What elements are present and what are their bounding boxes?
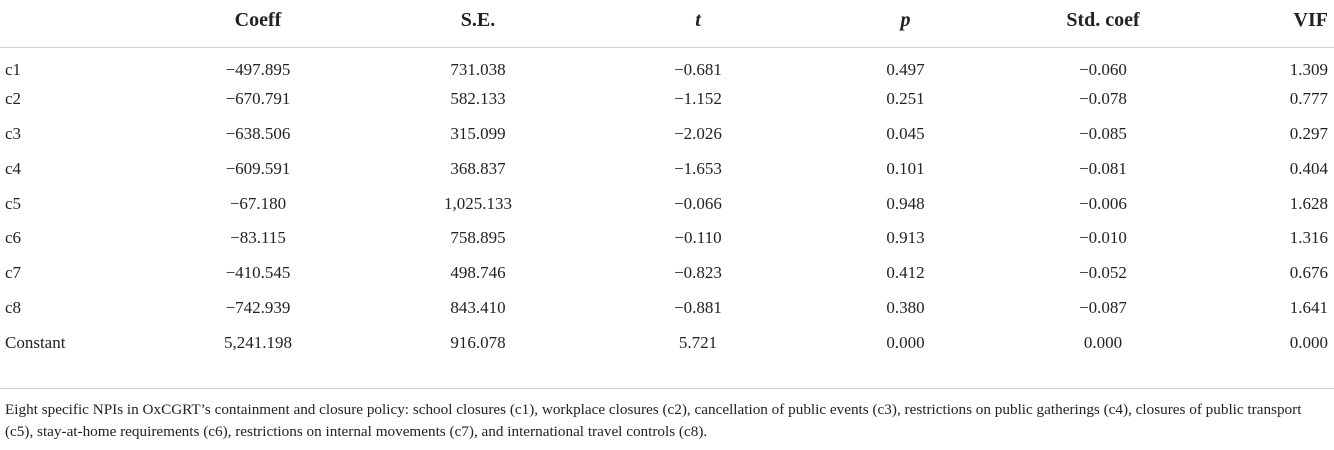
cell-std-coef: −0.081 (1079, 158, 1127, 178)
table-row (0, 117, 1334, 152)
cell-coeff: −638.506 (225, 123, 291, 143)
table-row (0, 186, 1334, 221)
cell-std-coef: −0.087 (1079, 297, 1127, 317)
row-label: c2 (5, 89, 22, 109)
cell-p: 0.412 (886, 263, 925, 283)
cell-se: 498.746 (450, 263, 506, 283)
cell-p: 0.497 (886, 59, 925, 79)
cell-t: −1.152 (674, 89, 722, 109)
cell-t: −0.110 (674, 228, 722, 248)
cell-vif: 1.641 (1289, 297, 1328, 317)
cell-vif: 0.297 (1289, 123, 1328, 143)
table-row (0, 325, 1334, 360)
cell-coeff: −83.115 (230, 228, 286, 248)
cell-vif: 1.316 (1289, 228, 1328, 248)
cell-coeff: −67.180 (229, 193, 287, 213)
row-label: Constant (5, 332, 66, 352)
cell-vif: 0.000 (1289, 332, 1328, 352)
row-label: c7 (5, 263, 22, 283)
row-label: c4 (5, 158, 22, 178)
cell-vif: 1.628 (1289, 193, 1328, 213)
table-row (0, 291, 1334, 326)
row-label: c6 (5, 228, 22, 248)
table-row (0, 151, 1334, 186)
cell-p: 0.045 (886, 123, 925, 143)
cell-t: −1.653 (674, 158, 722, 178)
cell-vif: 0.676 (1289, 263, 1328, 283)
cell-p: 0.251 (886, 89, 925, 109)
cell-std-coef: 0.000 (1083, 332, 1123, 352)
cell-std-coef: −0.060 (1079, 59, 1127, 79)
row-label: c8 (5, 297, 22, 317)
cell-std-coef: −0.006 (1079, 193, 1127, 213)
row-label: c1 (5, 59, 22, 79)
table-row (0, 256, 1334, 291)
header-std-coef: Std. coef (1003, 0, 1203, 47)
cell-se: 582.133 (450, 89, 506, 109)
cell-t: −0.681 (674, 59, 722, 79)
cell-t: −0.066 (674, 193, 722, 213)
cell-std-coef: −0.085 (1079, 123, 1127, 143)
cell-vif: 0.777 (1289, 89, 1328, 109)
cell-t: 5.721 (678, 332, 718, 352)
table-bottom-rule (0, 388, 1334, 389)
cell-se: 758.895 (450, 228, 506, 248)
cell-coeff: −609.591 (225, 158, 291, 178)
header-coeff: Coeff (148, 0, 368, 47)
cell-std-coef: −0.078 (1079, 89, 1127, 109)
row-label: c5 (5, 193, 22, 213)
cell-std-coef: −0.052 (1079, 263, 1127, 283)
cell-vif: 0.404 (1289, 158, 1328, 178)
cell-p: 0.948 (886, 193, 925, 213)
table-row (0, 221, 1334, 256)
cell-se: 368.837 (450, 158, 506, 178)
cell-p: 0.101 (886, 158, 925, 178)
cell-coeff: −497.895 (225, 59, 291, 79)
cell-coeff: −670.791 (225, 89, 291, 109)
table-footnote: Eight specific NPIs in OxCGRT’s containment and closure policy: school closures (c1), workplace closures (c2), cancellation of public events (c3), restrictions on public gatherings (c4), closures of public transport (c5), stay-at-home requirements (c6), restrictions on internal movements (c7), and international travel controls (c8). (5, 401, 1302, 440)
table-row (0, 82, 1334, 117)
cell-t: −0.881 (674, 297, 722, 317)
cell-std-coef: −0.010 (1079, 228, 1127, 248)
header-label (0, 0, 148, 47)
header-vif: VIF (1203, 0, 1334, 47)
cell-t: −0.823 (674, 263, 722, 283)
cell-se: 315.099 (450, 123, 506, 143)
table-row (0, 47, 1334, 82)
cell-t: −2.026 (674, 123, 722, 143)
cell-se: 1,025.133 (444, 193, 512, 213)
cell-p: 0.913 (886, 228, 925, 248)
cell-p: 0.000 (886, 332, 925, 352)
row-label: c3 (5, 123, 22, 143)
cell-se: 916.078 (450, 332, 506, 352)
header-p: p (808, 0, 1003, 47)
cell-se: 731.038 (450, 59, 506, 79)
header-t: t (588, 0, 808, 47)
cell-p: 0.380 (886, 297, 925, 317)
header-se: S.E. (368, 0, 588, 47)
table-header-row (0, 0, 1334, 47)
cell-coeff: −742.939 (225, 297, 291, 317)
cell-se: 843.410 (450, 297, 506, 317)
cell-coeff: −410.545 (225, 263, 291, 283)
cell-vif: 1.309 (1289, 59, 1328, 79)
cell-coeff: 5,241.198 (224, 332, 292, 352)
